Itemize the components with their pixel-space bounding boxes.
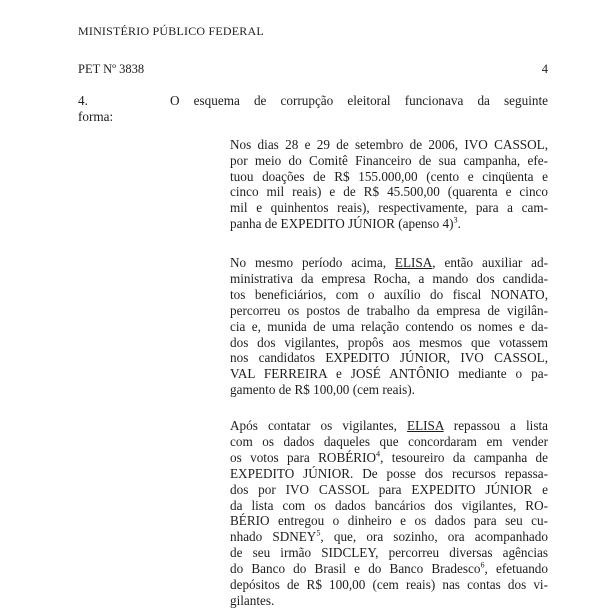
text-line [230,137,548,153]
text-line [230,434,548,450]
text-segment: BÉRIO entregou o dinheiro e os dados para seu cu- [230,513,548,529]
page-number: 4 [541,62,548,76]
block-quote-1 [230,137,548,232]
text-segment: EXPEDITO JÚNIOR. De posse dos recursos repassa- [230,465,548,481]
text-line [230,153,548,169]
text-segment: nos candidatos EXPEDITO JÚNIOR, IVO CASSOL, [230,350,548,366]
text-line [230,169,548,185]
text-segment: repassou a lista [443,418,548,434]
text-line [230,255,548,271]
text-segment: , tesoureiro da campanha de [380,449,548,465]
org-header: MINISTÉRIO PÚBLICO FEDERAL [78,24,264,38]
text-line [230,200,548,216]
text-line [230,498,548,514]
text-segment: gilantes. [230,592,275,608]
text-line [78,93,548,109]
text-line [230,450,548,466]
text-segment: No mesmo período acima, [230,255,395,271]
text-segment: ministrativa da empresa Rocha, a mando dos candida- [230,271,548,287]
text-line [230,382,548,398]
doc-ref-row [78,62,548,77]
text-line [230,335,548,351]
text-line [230,287,548,303]
text-segment: nhado SDNEY [230,529,317,545]
text-segment: , então auxiliar ad- [432,255,548,271]
numbered-paragraph [78,93,548,125]
text-segment: O esquema de corrupção eleitoral funcionava da seguinte [170,93,548,108]
underlined-name: ELISA [394,255,433,271]
text-segment: . [457,216,461,232]
text-segment: , que, ora sozinho, ora acompanhado [320,529,548,545]
text-segment: Nos dias 28 e 29 de setembro de 2006, IVO CASSOL, [230,136,548,152]
text-line [230,319,548,335]
paragraph-number: 4. [78,93,88,108]
text-line [230,366,548,382]
text-segment: da lista com os dados bancários dos vigilantes, RO- [230,497,548,513]
underlined-name: ELISA [407,418,444,434]
text-segment: tos beneficiários, com o auxílio do fiscal NONATO, [230,286,548,302]
block-quote-3 [230,418,548,609]
text-segment: panha de EXPEDITO JÚNIOR (apenso 4) [230,216,454,232]
paragraph-text [78,93,548,125]
text-line [230,303,548,319]
text-segment: dos por IVO CASSOL para EXPEDITO JÚNIOR e [230,481,548,497]
footnote-marker: 3 [453,215,458,225]
text-segment: por meio do Comitê Financeiro de sua campanha, efe- [230,152,548,168]
text-line [230,350,548,366]
text-line [78,109,548,125]
text-line [230,466,548,482]
footnote-marker: 6 [480,560,485,570]
text-line [230,216,548,232]
text-line [230,545,548,561]
text-line [230,593,548,609]
text-segment: cinco mil reais) e de R$ 45.500,00 (quarenta e cinco [230,184,548,200]
text-segment: percorreu os postos de trabalho da empresa de vigilân- [230,302,548,318]
text-segment: de seu irmão SIDCLEY, percorreu diversas agências [230,545,548,561]
text-line [230,561,548,577]
text-segment: gamento de R$ 100,00 (cem reais). [230,382,415,398]
text-line [230,529,548,545]
footnote-marker: 5 [316,528,321,538]
text-line [230,271,548,287]
text-line [230,482,548,498]
text-segment: com os dados daqueles que concordaram em vender [230,434,548,450]
text-line [230,577,548,593]
text-segment: depósitos de R$ 100,00 (cem reais) nas contas dos vi- [230,577,548,593]
text-segment: cia e, munida de uma relação contendo os nomes e da- [230,318,548,334]
block-quote-2 [230,255,548,398]
text-line [230,184,548,200]
text-line [230,418,548,434]
doc-ref: PET Nº 3838 [78,62,145,76]
text-segment: tuou doações de R$ 155.000,00 (cento e cinqüenta e [230,168,548,184]
text-segment: mil e quinhentos reais), respectivamente, para a cam- [230,200,548,216]
text-line [230,513,548,529]
text-segment: VAL FERREIRA e JOSÉ ANTÔNIO mediante o pa- [230,366,548,382]
text-segment: do Banco do Brasil e do Banco Bradesco [230,561,481,577]
text-segment: os votos para ROBÉRIO [230,449,377,465]
text-segment: Após contatar os vigilantes, [230,418,408,434]
text-segment: dos dos vigilantes, propôs aos mesmos que votassem [230,334,548,350]
text-segment: forma: [78,108,114,124]
footnote-marker: 4 [376,449,381,459]
text-segment: , efetuando [484,561,548,577]
